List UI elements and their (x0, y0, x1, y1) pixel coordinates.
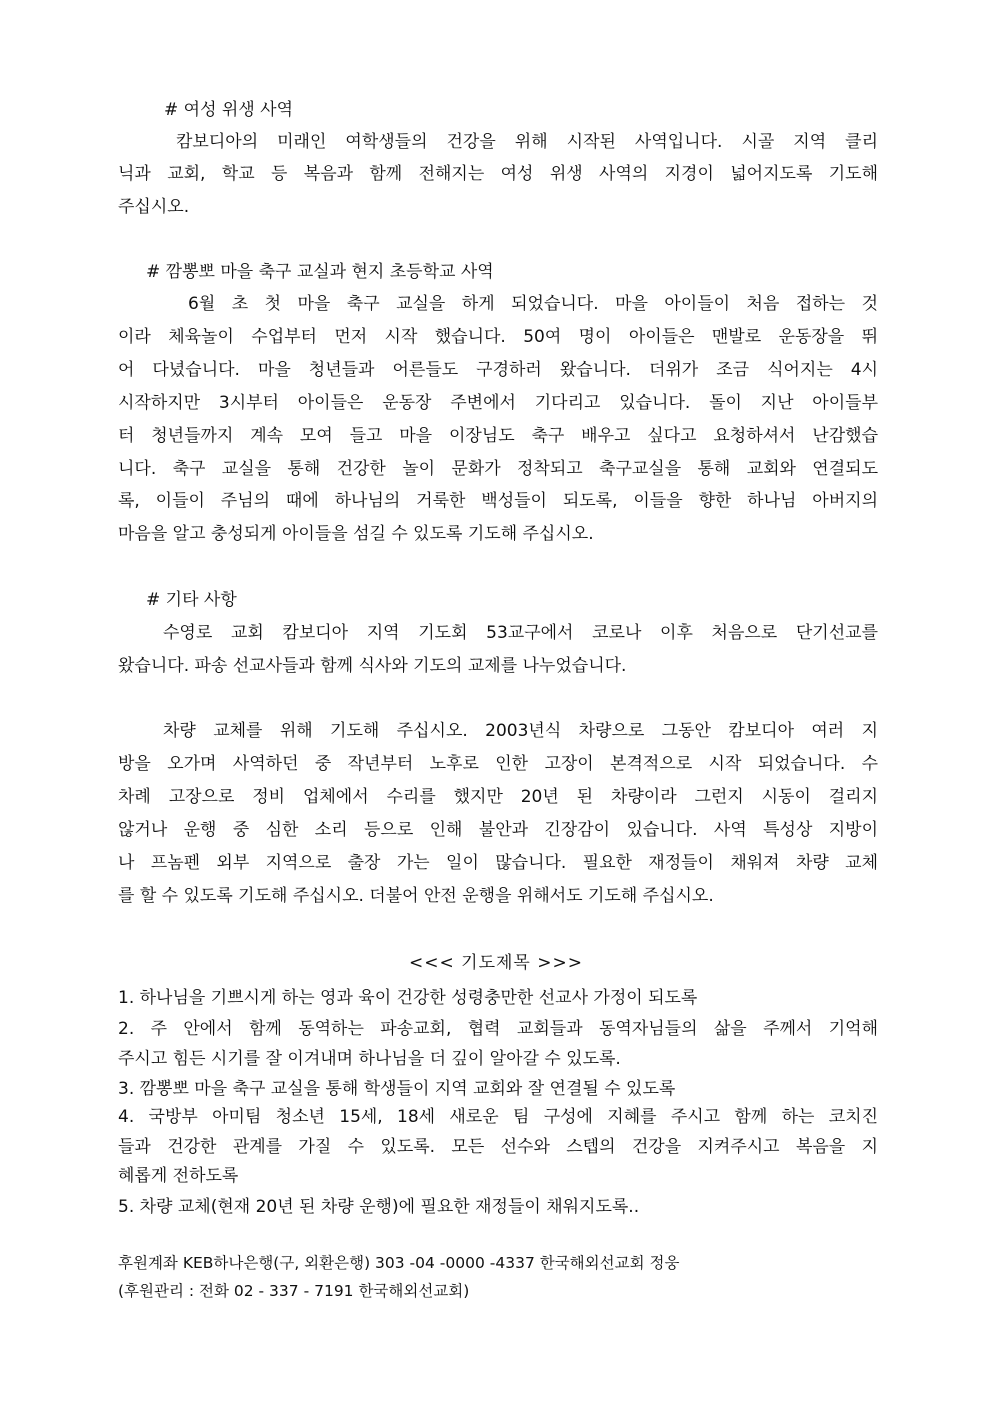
paragraph-line: 마음을 알고 충성되게 아이들을 섬길 수 있도록 기도해 주십시오. (118, 524, 594, 544)
paragraph-line: 나 프놈펜 외부 지역으로 출장 가는 일이 많습니다. 필요한 재정들이 채워져 차량 교체 (118, 853, 878, 873)
paragraph-line: 6월 초 첫 마을 축구 교실을 하게 되었습니다. 마을 아이들이 처음 접하는 것 (188, 294, 878, 314)
prayer-item: 혜롭게 전하도록 (118, 1166, 239, 1186)
paragraph-line: 캄보디아의 미래인 여학생들의 건강을 위해 시작된 사역입니다. 시골 지역 클리 (176, 132, 878, 152)
paragraph-line: 시작하지만 3시부터 아이들은 운동장 주변에서 기다리고 있습니다. 돌이 지난 아이들부 (118, 393, 878, 413)
paragraph-line: 를 할 수 있도록 기도해 주십시오. 더불어 안전 운행을 위해서도 기도해 주십시오. (118, 886, 714, 906)
paragraph-line: 터 청년들까지 계속 모여 들고 마을 이장님도 축구 배우고 싶다고 요청하셔서 난감했습 (118, 426, 878, 446)
prayer-item: 들과 건강한 관계를 가질 수 있도록. 모든 선수와 스텝의 건강을 지켜주시고 복음을 지 (118, 1137, 878, 1157)
paragraph-line: 어 다녔습니다. 마을 청년들과 어른들도 구경하러 왔습니다. 더위가 조금 식어지는 4시 (118, 360, 878, 380)
prayer-item: 4. 국방부 아미팀 청소년 15세, 18세 새로운 팀 구성에 지혜를 주시고 함께 하는 코치진 (118, 1107, 878, 1127)
prayer-item: 5. 차량 교체(현재 20년 된 차량 운행)에 필요한 재정들이 채워지도록.. (118, 1197, 640, 1217)
section-heading-women-hygiene: # 여성 위생 사역 (164, 100, 293, 120)
prayer-item: 주시고 힘든 시기를 잘 이겨내며 하나님을 더 깊이 알아갈 수 있도록. (118, 1049, 621, 1069)
prayer-item: 3. 깜뽕뽀 마을 축구 교실을 통해 학생들이 지역 교회와 잘 연결될 수 있도록 (118, 1079, 676, 1099)
footer-contact: (후원관리 : 전화 02 - 337 - 7191 한국해외선교회) (118, 1282, 470, 1300)
footer-account: 후원계좌 KEB하나은행(구, 외환은행) 303 -04 -0000 -4337 한국해외선교회 정웅 (118, 1254, 680, 1272)
paragraph-line: 니다. 축구 교실을 통해 건강한 놀이 문화가 정착되고 축구교실을 통해 교회와 연결되도 (118, 459, 878, 479)
section-heading-soccer: # 깜뽕뽀 마을 축구 교실과 현지 초등학교 사역 (146, 262, 494, 282)
paragraph-line: 이라 체육놀이 수업부터 먼저 시작 했습니다. 50여 명이 아이들은 맨발로 운동장을 뛰 (118, 327, 878, 347)
paragraph-line: 왔습니다. 파송 선교사들과 함께 식사와 기도의 교제를 나누었습니다. (118, 656, 627, 676)
prayer-item: 2. 주 안에서 함께 동역하는 파송교회, 협력 교회들과 동역자님들의 삶을 주께서 기억해 (118, 1019, 878, 1039)
paragraph-line: 록, 이들이 주님의 때에 하나님의 거룩한 백성들이 되도록, 이들을 향한 하나님 아버지의 (118, 491, 878, 511)
paragraph-line: 차량 교체를 위해 기도해 주십시오. 2003년식 차량으로 그동안 캄보디아 여러 지 (163, 721, 878, 741)
prayer-item: 1. 하나님을 기쁘시게 하는 영과 육이 건강한 성령충만한 선교사 가정이 되도록 (118, 988, 698, 1008)
paragraph-line: 방을 오가며 사역하던 중 작년부터 노후로 인한 고장이 본격적으로 시작 되었습니다. 수 (118, 754, 878, 774)
paragraph-line: 않거나 운행 중 심한 소리 등으로 인해 불안과 긴장감이 있습니다. 사역 특성상 지방이 (118, 820, 878, 840)
prayer-title: <<< 기도제목 >>> (409, 953, 583, 973)
paragraph-line: 차례 고장으로 정비 업체에서 수리를 했지만 20년 된 차량이라 그런지 시동이 걸리지 (118, 787, 878, 807)
paragraph-line: 닉과 교회, 학교 등 복음과 함께 전해지는 여성 위생 사역의 지경이 넓어지도록 기도해 (118, 164, 878, 184)
paragraph-line: 주십시오. (118, 197, 190, 217)
section-heading-etc: # 기타 사항 (146, 590, 237, 610)
paragraph-line: 수영로 교회 캄보디아 지역 기도회 53교구에서 코로나 이후 처음으로 단기선교를 (163, 623, 878, 643)
